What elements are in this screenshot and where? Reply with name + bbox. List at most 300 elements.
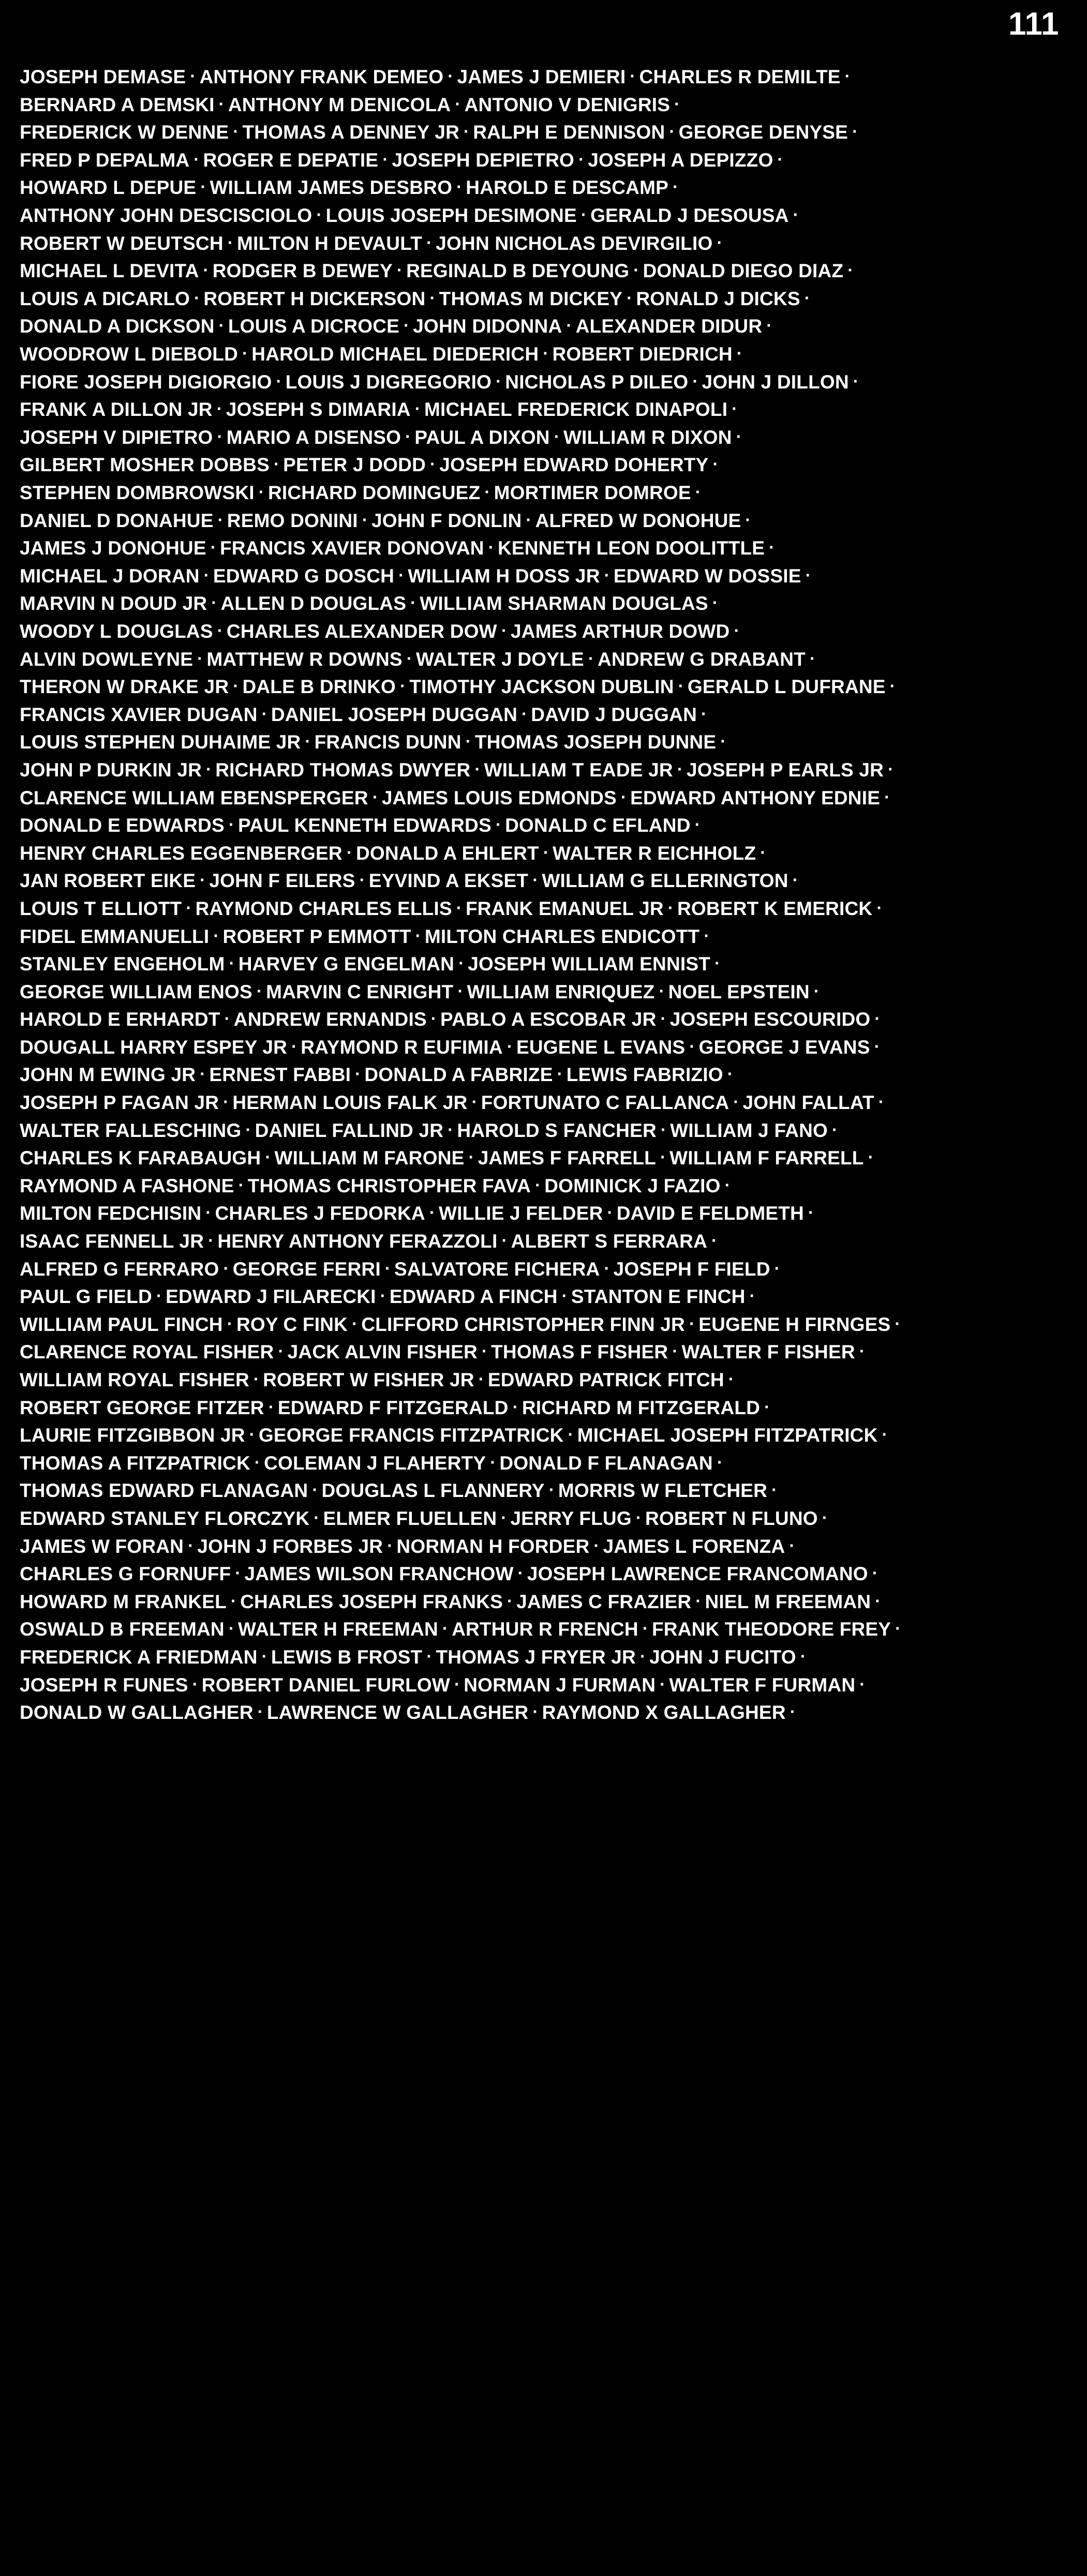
name-entry: THOMAS M DICKEY <box>439 288 623 309</box>
name-separator-icon: · <box>273 454 280 474</box>
name-entry: FREDERICK W DENNE <box>20 122 229 143</box>
name-line <box>20 1005 1066 1033</box>
name-entry: LOUIS JOSEPH DESIMONE <box>325 205 577 227</box>
name-entry: DONALD A DICKSON <box>20 316 215 337</box>
name-separator-icon: · <box>203 260 209 280</box>
name-entry: LOUIS STEPHEN DUHAIME JR <box>20 731 301 753</box>
name-separator-icon: · <box>484 482 490 501</box>
name-line <box>20 589 1066 617</box>
name-separator-icon: · <box>230 1591 237 1610</box>
name-separator-icon: · <box>771 1480 778 1500</box>
name-entry: EUGENE L EVANS <box>516 1036 686 1058</box>
name-separator-icon: · <box>764 1397 770 1416</box>
name-entry: WILLIAM H DOSS JR <box>408 565 600 587</box>
name-entry: ROBERT DANIEL FURLOW <box>201 1674 450 1696</box>
name-line <box>20 784 1066 812</box>
name-entry: DONALD C EFLAND <box>505 815 691 836</box>
name-entry: HOWARD L DEPUE <box>20 177 197 199</box>
name-separator-icon: · <box>712 593 718 612</box>
name-entry: ALEXANDER DIDUR <box>575 316 763 337</box>
name-entry: HERMAN LOUIS FALK JR <box>232 1092 468 1114</box>
name-entry: WILLIAM PAUL FINCH <box>20 1313 223 1335</box>
name-separator-icon: · <box>733 1092 739 1112</box>
name-line <box>20 1560 1066 1587</box>
name-line <box>20 1643 1066 1671</box>
name-entry: EDWARD F FITZGERALD <box>277 1397 509 1418</box>
name-entry: ROBERT W DEUTSCH <box>20 232 224 254</box>
name-separator-icon: · <box>630 66 636 86</box>
name-entry: DAVID J DUGGAN <box>531 703 697 725</box>
name-separator-icon: · <box>620 787 627 806</box>
name-separator-icon: · <box>228 815 235 834</box>
name-separator-icon: · <box>517 1563 524 1583</box>
name-line <box>20 506 1066 534</box>
name-separator-icon: · <box>526 510 532 529</box>
name-separator-icon: · <box>642 1619 648 1638</box>
name-separator-icon: · <box>256 981 263 1000</box>
name-entry: MICHAEL FREDERICK DINAPOLI <box>424 399 728 421</box>
name-entry: JAMES WILSON FRANCHOW <box>244 1563 514 1585</box>
name-separator-icon: · <box>692 371 698 391</box>
name-separator-icon: · <box>217 426 223 446</box>
name-entry: EYVIND A EKSET <box>368 870 529 892</box>
name-separator-icon: · <box>197 648 203 668</box>
name-entry: DONALD W GALLAGHER <box>20 1702 254 1724</box>
name-entry: GILBERT MOSHER DOBBS <box>20 454 270 476</box>
name-separator-icon: · <box>224 1009 230 1028</box>
name-separator-icon: · <box>704 925 710 945</box>
name-entry: THOMAS J FRYER JR <box>436 1646 636 1668</box>
name-entry: JAMES F FARRELL <box>478 1147 656 1169</box>
name-line <box>20 91 1066 118</box>
name-entry: RAYMOND X GALLAGHER <box>542 1702 786 1724</box>
name-entry: RONALD J DICKS <box>636 288 800 309</box>
name-line <box>20 1255 1066 1283</box>
name-entry: COLEMAN J FLAHERTY <box>264 1452 486 1474</box>
name-line <box>20 839 1066 867</box>
name-entry: JAMES J DEMIERI <box>457 66 626 88</box>
name-entry: DANIEL D DONAHUE <box>20 510 214 531</box>
name-separator-icon: · <box>678 676 684 696</box>
name-separator-icon: · <box>874 1036 880 1056</box>
name-entry: EDWARD ANTHONY EDNIE <box>630 787 881 808</box>
name-entry: CHARLES R DEMILTE <box>639 66 841 88</box>
name-entry: MORTIMER DOMROE <box>494 482 691 503</box>
name-entry: MARIO A DISENSO <box>226 426 401 448</box>
name-separator-icon: · <box>217 510 224 529</box>
name-entry: HAROLD E ERHARDT <box>20 1009 220 1030</box>
name-entry: FIORE JOSEPH DIGIORGIO <box>20 371 272 393</box>
name-separator-icon: · <box>382 149 389 169</box>
name-separator-icon: · <box>604 565 610 585</box>
name-entry: JAMES J DONOHUE <box>20 537 206 559</box>
name-separator-icon: · <box>235 1563 241 1583</box>
name-line <box>20 1227 1066 1255</box>
name-entry: KENNETH LEON DOOLITTLE <box>497 537 765 559</box>
name-separator-icon: · <box>889 676 896 696</box>
name-entry: JOSEPH F FIELD <box>613 1258 770 1280</box>
name-entry: RICHARD DOMINGUEZ <box>267 482 481 503</box>
name-separator-icon: · <box>760 842 766 862</box>
name-separator-icon: · <box>233 676 239 696</box>
name-separator-icon: · <box>728 1369 734 1388</box>
name-entry: CHARLES G FORNUFF <box>20 1563 231 1585</box>
name-separator-icon: · <box>701 703 707 723</box>
name-entry: ALVIN DOWLEYNE <box>20 648 193 670</box>
name-separator-icon: · <box>888 759 894 778</box>
name-entry: REGINALD B DEYOUNG <box>406 260 630 282</box>
name-entry: JOHN J FUCITO <box>649 1646 796 1668</box>
name-separator-icon: · <box>223 1258 229 1278</box>
name-entry: OSWALD B FREEMAN <box>20 1619 225 1640</box>
name-entry: FRANCIS XAVIER DUGAN <box>20 703 258 725</box>
name-separator-icon: · <box>580 205 587 224</box>
name-entry: THOMAS A FITZPATRICK <box>20 1452 250 1474</box>
name-separator-icon: · <box>566 316 572 335</box>
name-entry: STEPHEN DOMBROWSKI <box>20 482 255 503</box>
name-entry: FRANK THEODORE FREY <box>651 1619 891 1640</box>
name-separator-icon: · <box>455 94 461 113</box>
name-entry: NICHOLAS P DILEO <box>505 371 689 393</box>
name-separator-icon: · <box>305 731 311 751</box>
name-line <box>20 1532 1066 1560</box>
name-entry: HENRY ANTHONY FERAZZOLI <box>217 1231 498 1252</box>
name-entry: JERRY FLUG <box>510 1507 632 1529</box>
name-entry: JOHN M EWING JR <box>20 1064 196 1086</box>
name-separator-icon: · <box>346 842 353 862</box>
name-entry: MORRIS W FLETCHER <box>558 1480 768 1502</box>
name-entry: WILLIAM JAMES DESBRO <box>210 177 453 199</box>
name-entry: ROBERT N FLUNO <box>645 1507 818 1529</box>
name-entry: EDWARD A FINCH <box>389 1286 558 1308</box>
name-separator-icon: · <box>245 1119 251 1139</box>
name-separator-icon: · <box>635 1507 642 1527</box>
name-separator-icon: · <box>639 1646 646 1666</box>
name-entry: LOUIS J DIGREGORIO <box>285 371 492 393</box>
name-separator-icon: · <box>507 1591 513 1610</box>
name-line <box>20 866 1066 894</box>
name-separator-icon: · <box>578 149 585 169</box>
name-entry: GEORGE FERRI <box>232 1258 381 1280</box>
name-entry: HAROLD E DESCAMP <box>466 177 668 199</box>
name-separator-icon: · <box>229 953 235 973</box>
name-entry: WILLIAM F FARRELL <box>669 1147 864 1169</box>
name-entry: FREDERICK A FRIEDMAN <box>20 1646 258 1668</box>
name-entry: DONALD DIEGO DIAZ <box>643 260 844 282</box>
name-separator-icon: · <box>847 260 854 280</box>
name-line <box>20 645 1066 673</box>
name-separator-icon: · <box>465 731 471 751</box>
name-line <box>20 1144 1066 1172</box>
name-entry: JOHN NICHOLAS DEVIRGILIO <box>436 232 713 254</box>
name-separator-icon: · <box>695 1591 702 1610</box>
name-entry: JOSEPH S DIMARIA <box>226 399 411 421</box>
name-separator-icon: · <box>512 1397 518 1416</box>
name-separator-icon: · <box>853 371 859 391</box>
name-entry: MICHAEL JOSEPH FITZPATRICK <box>577 1425 878 1446</box>
name-entry: THOMAS F FISHER <box>491 1341 668 1363</box>
name-entry: LAURIE FITZGIBBON JR <box>20 1425 245 1446</box>
name-entry: JOSEPH WILLIAM ENNIST <box>468 953 711 975</box>
name-separator-icon: · <box>404 316 410 335</box>
name-separator-icon: · <box>406 648 412 668</box>
name-separator-icon: · <box>749 1286 755 1306</box>
name-entry: DAVID E FELDMETH <box>616 1203 804 1224</box>
name-line <box>20 1033 1066 1061</box>
name-separator-icon: · <box>674 94 680 113</box>
name-entry: WOODY L DOUGLAS <box>20 620 213 642</box>
name-separator-icon: · <box>495 815 502 834</box>
name-line <box>20 950 1066 978</box>
name-entry: JOHN P DURKIN JR <box>20 759 202 781</box>
name-entry: JOSEPH V DIPIETRO <box>20 426 213 448</box>
name-separator-icon: · <box>359 870 365 890</box>
name-entry: WALTER J DOYLE <box>415 648 584 670</box>
name-separator-icon: · <box>398 565 405 585</box>
name-separator-icon: · <box>878 1092 884 1112</box>
name-separator-icon: · <box>228 1619 235 1638</box>
name-separator-icon: · <box>253 1369 260 1388</box>
name-entry: JOSEPH DEMASE <box>20 66 186 88</box>
name-separator-icon: · <box>895 1619 901 1638</box>
name-entry: ELMER FLUELLEN <box>323 1507 497 1529</box>
name-entry: ANDREW G DRABANT <box>598 648 806 670</box>
name-entry: ROBERT DIEDRICH <box>552 343 733 365</box>
name-line <box>20 1476 1066 1504</box>
name-entry: MICHAEL J DORAN <box>20 565 200 587</box>
name-separator-icon: · <box>745 510 751 529</box>
name-entry: DONALD E EDWARDS <box>20 815 225 836</box>
name-entry: ROY C FINK <box>236 1313 348 1335</box>
name-entry: JOSEPH P FAGAN JR <box>20 1092 219 1114</box>
name-entry: WALTER H FREEMAN <box>238 1619 438 1640</box>
name-separator-icon: · <box>852 122 858 141</box>
name-separator-icon: · <box>233 122 239 141</box>
name-entry: JOSEPH A DEPIZZO <box>588 149 773 171</box>
name-separator-icon: · <box>501 1231 508 1250</box>
name-entry: MARVIN C ENRIGHT <box>266 981 454 1002</box>
name-entry: FORTUNATO C FALLANCA <box>481 1092 729 1114</box>
name-entry: PABLO A ESCOBAR JR <box>440 1009 657 1030</box>
name-entry: WILLIAM R DIXON <box>563 426 732 448</box>
name-entry: FRED P DEPALMA <box>20 149 190 171</box>
name-separator-icon: · <box>604 1258 610 1278</box>
name-separator-icon: · <box>410 593 416 612</box>
name-line <box>20 451 1066 478</box>
name-separator-icon: · <box>478 1369 484 1388</box>
name-separator-icon: · <box>448 66 454 86</box>
name-entry: LOUIS T ELLIOTT <box>20 897 182 919</box>
name-separator-icon: · <box>193 149 200 169</box>
name-separator-icon: · <box>249 1425 255 1444</box>
name-entry: PAUL KENNETH EDWARDS <box>238 815 492 836</box>
name-entry: JOSEPH P EARLS JR <box>687 759 884 781</box>
name-entry: LEWIS B FROST <box>271 1646 423 1668</box>
name-separator-icon: · <box>868 1147 874 1167</box>
name-entry: RALPH E DENNISON <box>473 122 665 143</box>
name-entry: HARVEY G ENGELMAN <box>238 953 455 975</box>
name-separator-icon: · <box>496 371 502 391</box>
name-entry: JAMES ARTHUR DOWD <box>511 620 730 642</box>
name-separator-icon: · <box>543 842 549 862</box>
name-entry: RAYMOND A FASHONE <box>20 1175 234 1196</box>
name-entry: LEWIS FABRIZIO <box>566 1064 723 1086</box>
name-separator-icon: · <box>884 787 890 806</box>
name-separator-icon: · <box>190 66 196 86</box>
name-separator-icon: · <box>535 1175 541 1194</box>
name-entry: REMO DONINI <box>227 510 358 531</box>
name-line <box>20 1504 1066 1532</box>
name-line <box>20 257 1066 284</box>
name-line <box>20 562 1066 590</box>
name-entry: ROBERT H DICKERSON <box>203 288 426 309</box>
name-separator-icon: · <box>471 1092 478 1112</box>
name-entry: CHARLES JOSEPH FRANKS <box>240 1591 503 1612</box>
name-separator-icon: · <box>808 1203 814 1222</box>
name-separator-icon: · <box>727 1064 733 1084</box>
name-separator-icon: · <box>414 399 421 418</box>
name-separator-icon: · <box>813 981 820 1000</box>
name-entry: MICHAEL L DEVITA <box>20 260 199 282</box>
name-entry: JOHN J DILLON <box>702 371 849 393</box>
name-entry: EDWARD PATRICK FITCH <box>487 1369 724 1390</box>
name-line <box>20 1587 1066 1615</box>
name-separator-icon: · <box>415 925 421 945</box>
name-entry: JOSEPH ESCOURIDO <box>669 1009 871 1030</box>
name-separator-icon: · <box>660 1009 666 1028</box>
name-separator-icon: · <box>380 1286 386 1306</box>
name-separator-icon: · <box>793 205 799 224</box>
name-entry: ALLEN D DOUGLAS <box>220 593 407 615</box>
name-separator-icon: · <box>442 1619 449 1638</box>
name-entry: CLARENCE ROYAL FISHER <box>20 1341 274 1363</box>
name-separator-icon: · <box>882 1425 888 1444</box>
name-line <box>20 1366 1066 1394</box>
name-entry: HOWARD M FRANKEL <box>20 1591 227 1612</box>
name-separator-icon: · <box>714 953 721 973</box>
name-entry: ROGER E DEPATIE <box>203 149 379 171</box>
name-entry: EDWARD W DOSSIE <box>613 565 801 587</box>
name-entry: JOHN J FORBES JR <box>197 1535 383 1557</box>
name-entry: THOMAS CHRISTOPHER FAVA <box>247 1175 531 1196</box>
name-separator-icon: · <box>227 232 233 252</box>
name-separator-icon: · <box>316 205 322 224</box>
name-entry: NIEL M FREEMAN <box>705 1591 871 1612</box>
name-entry: WILLIAM SHARMAN DOUGLAS <box>420 593 708 615</box>
name-entry: ANTHONY M DENICOLA <box>228 94 451 115</box>
name-entry: JOSEPH DEPIETRO <box>392 149 575 171</box>
name-separator-icon: · <box>429 288 436 307</box>
name-separator-icon: · <box>203 565 210 585</box>
name-entry: ERNEST FABBI <box>209 1064 351 1086</box>
name-line <box>20 728 1066 756</box>
name-line <box>20 756 1066 784</box>
name-entry: CLARENCE WILLIAM EBENSPERGER <box>20 787 368 808</box>
name-separator-icon: · <box>532 1702 539 1721</box>
name-separator-icon: · <box>217 620 223 640</box>
name-separator-icon: · <box>238 1175 244 1194</box>
name-separator-icon: · <box>588 648 594 668</box>
name-entry: ROBERT K EMERICK <box>677 897 873 919</box>
name-line <box>20 1310 1066 1338</box>
name-entry: DANIEL JOSEPH DUGGAN <box>271 703 518 725</box>
name-separator-icon: · <box>200 870 206 890</box>
name-separator-icon: · <box>205 1203 212 1222</box>
name-separator-icon: · <box>218 316 225 335</box>
name-entry: DONALD A FABRIZE <box>364 1064 553 1086</box>
name-entry: ANDREW ERNANDIS <box>233 1009 427 1030</box>
name-separator-icon: · <box>522 703 528 723</box>
name-line <box>20 1671 1066 1699</box>
name-entry: JOSEPH R FUNES <box>20 1674 188 1696</box>
name-line <box>20 1698 1066 1726</box>
name-entry: JAMES L FORENZA <box>603 1535 785 1557</box>
name-entry: SALVATORE FICHERA <box>394 1258 600 1280</box>
name-separator-icon: · <box>736 343 742 363</box>
name-separator-icon: · <box>712 454 719 474</box>
name-separator-icon: · <box>790 1702 796 1721</box>
name-separator-icon: · <box>732 399 738 418</box>
name-separator-icon: · <box>242 343 248 363</box>
name-separator-icon: · <box>660 1119 667 1139</box>
name-entry: JACK ALVIN FISHER <box>287 1341 478 1363</box>
name-entry: JOHN DIDONNA <box>413 316 562 337</box>
name-separator-icon: · <box>667 897 674 917</box>
name-separator-icon: · <box>766 316 772 335</box>
name-entry: ANTONIO V DENIGRIS <box>464 94 671 115</box>
name-separator-icon: · <box>426 1646 433 1666</box>
name-separator-icon: · <box>387 1535 393 1555</box>
name-separator-icon: · <box>804 288 810 307</box>
name-entry: STANLEY ENGEHOLM <box>20 953 225 975</box>
name-line <box>20 201 1066 229</box>
name-line <box>20 922 1066 950</box>
name-separator-icon: · <box>314 1507 320 1527</box>
name-separator-icon: · <box>213 925 219 945</box>
name-entry: GEORGE DENYSE <box>678 122 848 143</box>
name-entry: ANTHONY FRANK DEMEO <box>199 66 444 88</box>
name-separator-icon: · <box>695 482 701 501</box>
name-separator-icon: · <box>543 343 549 363</box>
name-entry: FRANK A DILLON JR <box>20 399 213 421</box>
name-separator-icon: · <box>874 1009 881 1028</box>
name-separator-icon: · <box>875 1591 881 1610</box>
name-line <box>20 312 1066 340</box>
name-entry: FRANCIS XAVIER DONOVAN <box>219 537 484 559</box>
name-separator-icon: · <box>777 149 783 169</box>
name-separator-icon: · <box>633 260 639 280</box>
name-separator-icon: · <box>490 1452 496 1472</box>
name-separator-icon: · <box>384 1258 391 1278</box>
name-line <box>20 1282 1066 1310</box>
name-entry: PAUL G FIELD <box>20 1286 152 1308</box>
name-entry: CHARLES K FARABAUGH <box>20 1147 261 1169</box>
name-separator-icon: · <box>568 1425 574 1444</box>
name-entry: MILTON FEDCHISIN <box>20 1203 202 1224</box>
name-entry: TIMOTHY JACKSON DUBLIN <box>409 676 674 698</box>
name-line <box>20 1421 1066 1449</box>
name-separator-icon: · <box>557 1064 563 1084</box>
name-separator-icon: · <box>627 288 633 307</box>
name-separator-icon: · <box>456 897 462 917</box>
name-separator-icon: · <box>789 1535 795 1555</box>
name-entry: WILLIAM T EADE JR <box>484 759 673 781</box>
name-entry: PETER J DODD <box>283 454 426 476</box>
name-separator-icon: · <box>457 981 464 1000</box>
name-entry: MATTHEW R DOWNS <box>206 648 403 670</box>
name-entry: DOUGLAS L FLANNERY <box>321 1480 545 1502</box>
name-separator-icon: · <box>488 537 494 557</box>
